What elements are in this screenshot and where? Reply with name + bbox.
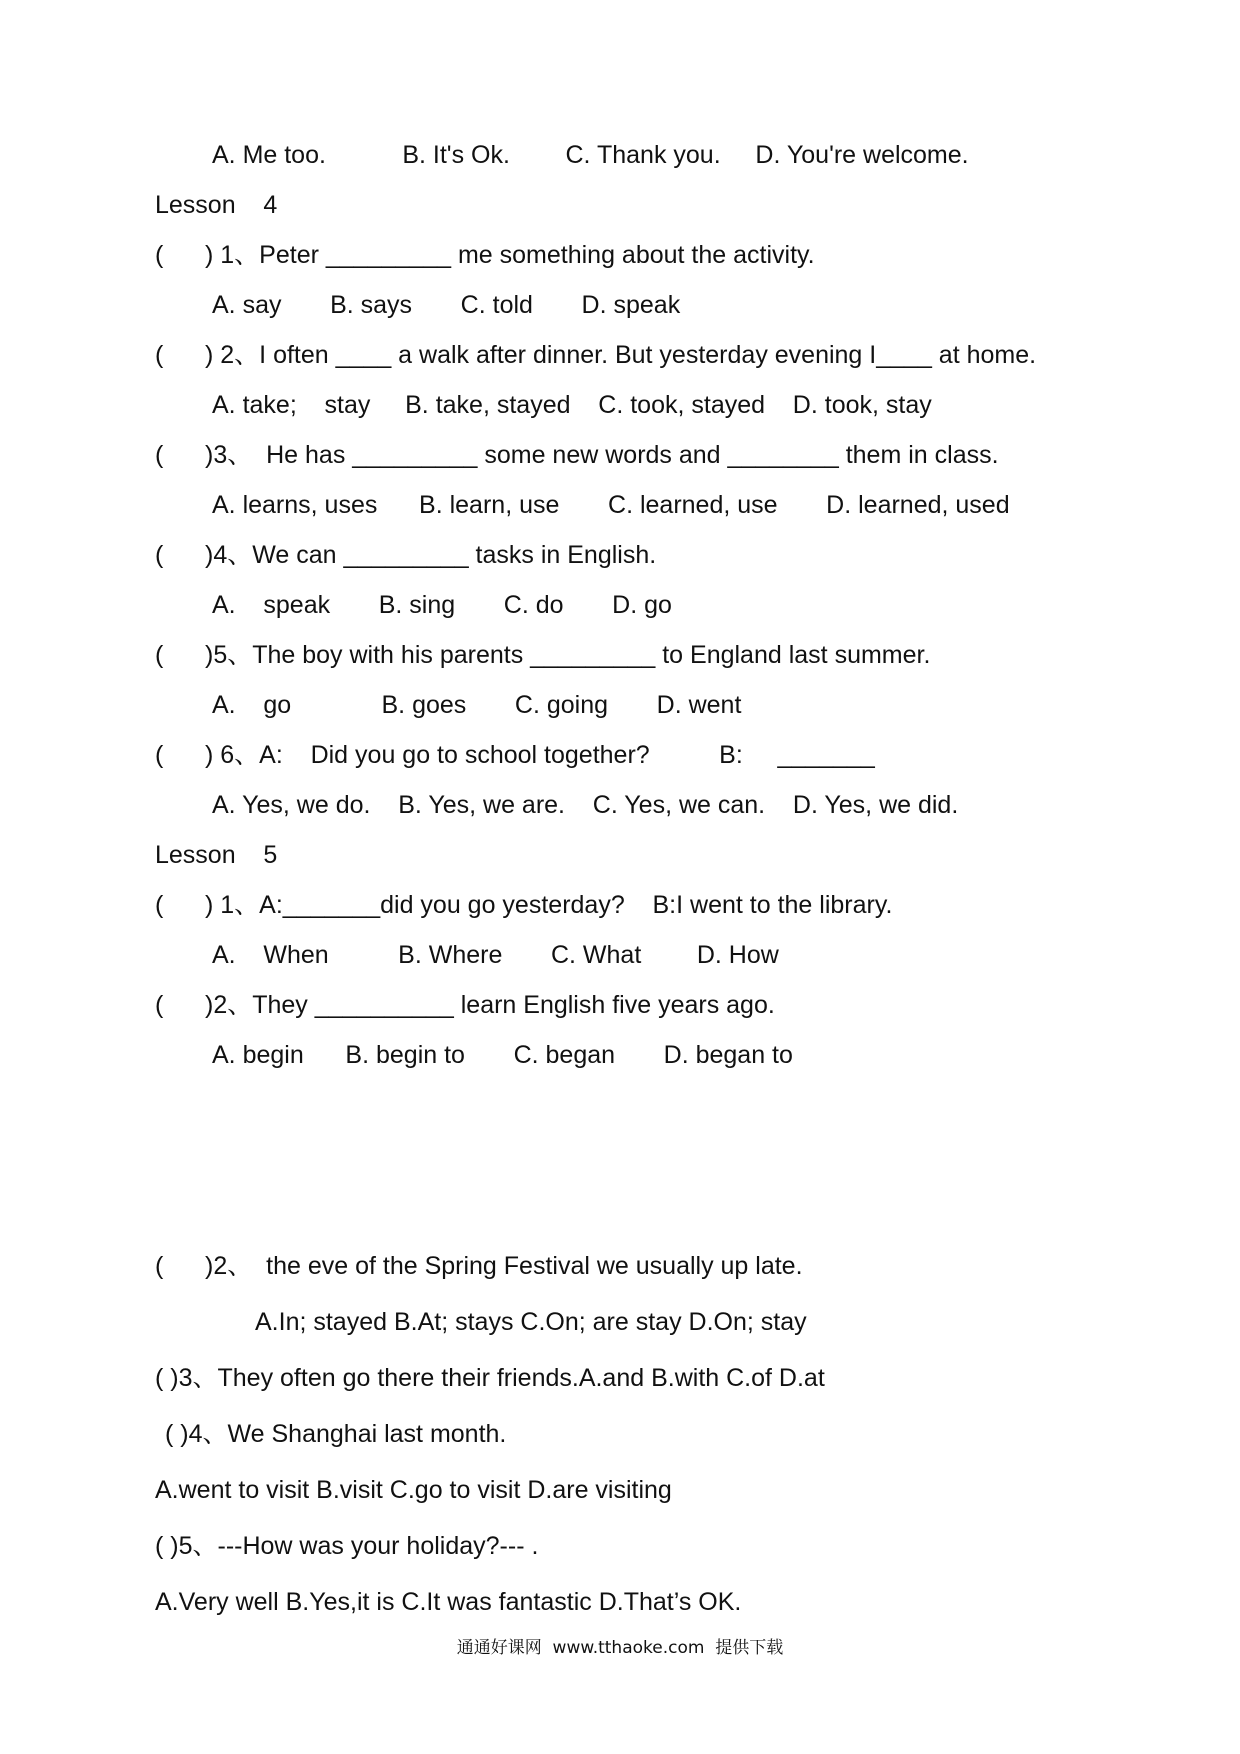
- worksheet-line: ( )4、We Shanghai last month.: [165, 1420, 507, 1448]
- worksheet-line: A. say B. says C. told D. speak: [212, 291, 681, 319]
- worksheet-line: ( ) 1、Peter _________ me something about the activity.: [155, 241, 815, 269]
- footer-watermark: 通通好课网 www.tthaoke.com 提供下载: [456, 1638, 784, 1658]
- worksheet-line: ( ) 6、A: Did you go to school together? B: _______: [155, 741, 875, 769]
- worksheet-line: Lesson 4: [155, 191, 278, 219]
- worksheet-line: ( )4、We can _________ tasks in English.: [155, 541, 657, 569]
- worksheet-line: ( )3、 He has _________ some new words and ________ them in class.: [155, 441, 999, 469]
- worksheet-line: ( )2、 the eve of the Spring Festival we usually up late.: [155, 1252, 803, 1280]
- worksheet-line: A.In; stayed B.At; stays C.On; are stay D.On; stay: [255, 1308, 807, 1336]
- worksheet-line: A.Very well B.Yes,it is C.It was fantastic D.That’s OK.: [155, 1588, 742, 1616]
- worksheet-line: ( ) 2、I often ____ a walk after dinner. But yesterday evening I____ at home.: [155, 341, 1037, 369]
- worksheet-line: ( )5、The boy with his parents _________ to England last summer.: [155, 641, 931, 669]
- worksheet-line: A. Yes, we do. B. Yes, we are. C. Yes, we can. D. Yes, we did.: [212, 791, 959, 819]
- worksheet-line: A. speak B. sing C. do D. go: [212, 591, 672, 619]
- worksheet-line: A. go B. goes C. going D. went: [212, 691, 742, 719]
- worksheet-line: A. begin B. begin to C. began D. began to: [212, 1041, 793, 1069]
- worksheet-line: Lesson 5: [155, 841, 278, 869]
- worksheet-line: ( ) 1、A:_______did you go yesterday? B:I went to the library.: [155, 891, 893, 919]
- worksheet-line: A. learns, uses B. learn, use C. learned, use D. learned, used: [212, 491, 1010, 519]
- worksheet-line: A. take; stay B. take, stayed C. took, stayed D. took, stay: [212, 391, 932, 419]
- worksheet-line: A. Me too. B. It's Ok. C. Thank you. D. You're welcome.: [212, 141, 969, 169]
- worksheet-line: ( )2、They __________ learn English five years ago.: [155, 991, 775, 1019]
- worksheet-line: A. When B. Where C. What D. How: [212, 941, 779, 969]
- worksheet-line: ( )5、---How was your holiday?--- .: [155, 1532, 539, 1560]
- worksheet-line: A.went to visit B.visit C.go to visit D.are visiting: [155, 1476, 672, 1504]
- worksheet-line: ( )3、They often go there their friends.A.and B.with C.of D.at: [155, 1364, 825, 1392]
